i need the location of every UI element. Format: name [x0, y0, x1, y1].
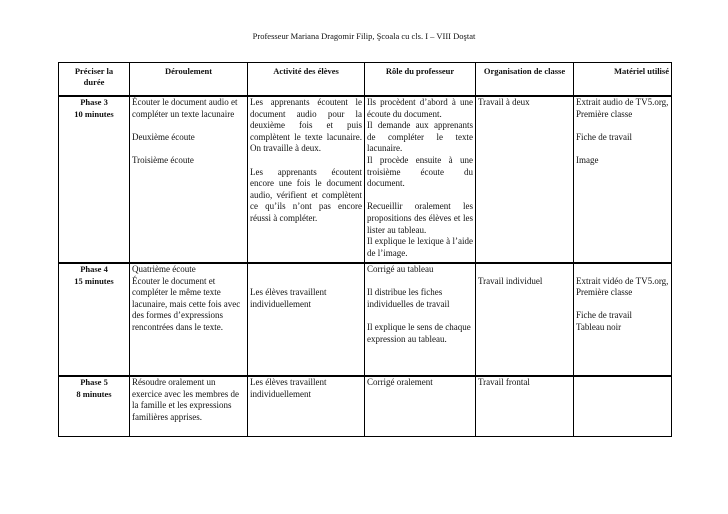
cell-paragraph	[132, 120, 245, 132]
phase-duration: 10 minutes	[74, 108, 114, 119]
cell-paragraph: Recueillir oralement les propositions des élèves et les lister au tableau.	[367, 201, 473, 235]
cell-paragraph: Résoudre oralement un exercice avec les membres de la famille et les expressions familières apprises.	[132, 377, 239, 422]
cell-paragraph: Fiche de travail	[576, 310, 632, 321]
cell-deroulement	[130, 377, 248, 437]
table-header-row	[59, 63, 672, 96]
cell-paragraph: Les élèves travaillent individuellement	[250, 377, 327, 399]
header-deroulement: Déroulement	[130, 63, 248, 96]
phase-name: Phase 3	[80, 97, 108, 107]
phase-duration: 8 minutes	[76, 388, 112, 399]
cell-paragraph: Travail individuel	[478, 275, 543, 286]
phase-name: Phase 4	[80, 264, 108, 274]
cell-paragraph: Fiche de travail	[576, 131, 632, 142]
cell-paragraph	[250, 264, 362, 276]
cell-organisation	[476, 264, 574, 376]
header-activite: Activité des élèves	[248, 63, 365, 96]
header-duree-line2: durée	[83, 77, 105, 87]
cell-deroulement	[130, 97, 248, 263]
cell-paragraph: Quatrième écoute	[132, 264, 196, 274]
cell-paragraph: Travail à deux	[478, 97, 530, 107]
cell-paragraph	[576, 143, 669, 155]
header-duree	[59, 63, 130, 96]
cell-paragraph: Il demande aux apprenants de compléter le texte lacunaire.	[367, 120, 473, 154]
cell-paragraph: Tableau noir	[576, 321, 622, 332]
cell-paragraph	[132, 143, 245, 155]
cell-paragraph: Il explique le sens de chaque expression au tableau.	[367, 321, 471, 344]
table-row-phase-4	[59, 264, 672, 376]
phase-label	[59, 264, 130, 376]
lesson-plan-table	[58, 62, 672, 437]
cell-activite	[248, 97, 365, 263]
cell-paragraph	[250, 276, 362, 288]
cell-paragraph: Écouter le document audio et compléter un texte lacunaire	[132, 97, 238, 119]
cell-paragraph: Les apprenants écoutent encore une fois le document audio, vérifient et complètent ce qu’ils n’ont pas encore réussi à compléter.	[250, 166, 362, 223]
cell-paragraph	[250, 155, 362, 167]
cell-paragraph: Corrigé oralement	[367, 377, 433, 387]
cell-role	[365, 377, 476, 437]
cell-organisation	[476, 377, 574, 437]
cell-paragraph: Ils procèdent d’abord à une écoute du document.	[367, 97, 473, 119]
cell-paragraph: Extrait audio de TV5.org, Première classe	[576, 97, 669, 119]
cell-paragraph: Extrait vidéo de TV5.org, Première classe	[576, 275, 669, 298]
cell-deroulement	[130, 264, 248, 376]
phase-label	[59, 377, 130, 437]
phase-label	[59, 97, 130, 263]
cell-organisation	[476, 97, 574, 263]
page-header: Professeur Mariana Dragomir Filip, Şcoala cu cls. I – VIII Doştat	[252, 31, 476, 41]
cell-paragraph: Écouter le document et compléter le même texte lacunaire, mais cette fois avec des formes d’expressions rencontrées dans le texte.	[132, 275, 241, 332]
cell-paragraph	[367, 276, 473, 288]
cell-activite	[248, 264, 365, 376]
header-role: Rôle du professeur	[365, 63, 476, 96]
cell-materiel	[574, 377, 672, 437]
cell-paragraph	[576, 120, 669, 132]
cell-paragraph: Les apprenants écoutent le document audio pour la deuxième fois et puis complètent le texte lacunaire. On travaille à deux.	[250, 97, 362, 154]
cell-paragraph: Travail frontal	[478, 377, 530, 387]
cell-paragraph: Il explique le lexique à l’aide de l’image.	[367, 236, 473, 258]
table-row-phase-5	[59, 377, 672, 437]
cell-role	[365, 97, 476, 263]
cell-paragraph	[576, 264, 669, 276]
cell-paragraph	[367, 310, 473, 322]
cell-paragraph: Image	[576, 154, 599, 165]
cell-materiel	[574, 97, 672, 263]
cell-activite	[248, 377, 365, 437]
cell-paragraph: Corrigé au tableau	[367, 264, 434, 274]
cell-paragraph	[576, 299, 669, 311]
phase-duration: 15 minutes	[74, 275, 114, 286]
cell-materiel	[574, 264, 672, 376]
table-row-phase-3	[59, 97, 672, 263]
header-materiel: Matériel utilisé	[574, 63, 672, 96]
cell-paragraph: Les élèves travaillent individuellement	[250, 287, 327, 309]
cell-paragraph	[576, 377, 669, 389]
header-organisation: Organisation de classe	[476, 63, 574, 96]
cell-paragraph: Il procède ensuite à une troisième écoute du document.	[367, 154, 473, 189]
cell-role	[365, 264, 476, 376]
cell-paragraph: Deuxième écoute	[132, 131, 195, 142]
cell-paragraph: Il distribue les fiches individuelles de travail	[367, 287, 450, 309]
header-duree-line1: Préciser la	[74, 66, 114, 76]
phase-name: Phase 5	[80, 377, 108, 387]
cell-paragraph: Troisième écoute	[132, 154, 194, 165]
cell-paragraph	[367, 190, 473, 202]
cell-paragraph	[478, 264, 571, 276]
